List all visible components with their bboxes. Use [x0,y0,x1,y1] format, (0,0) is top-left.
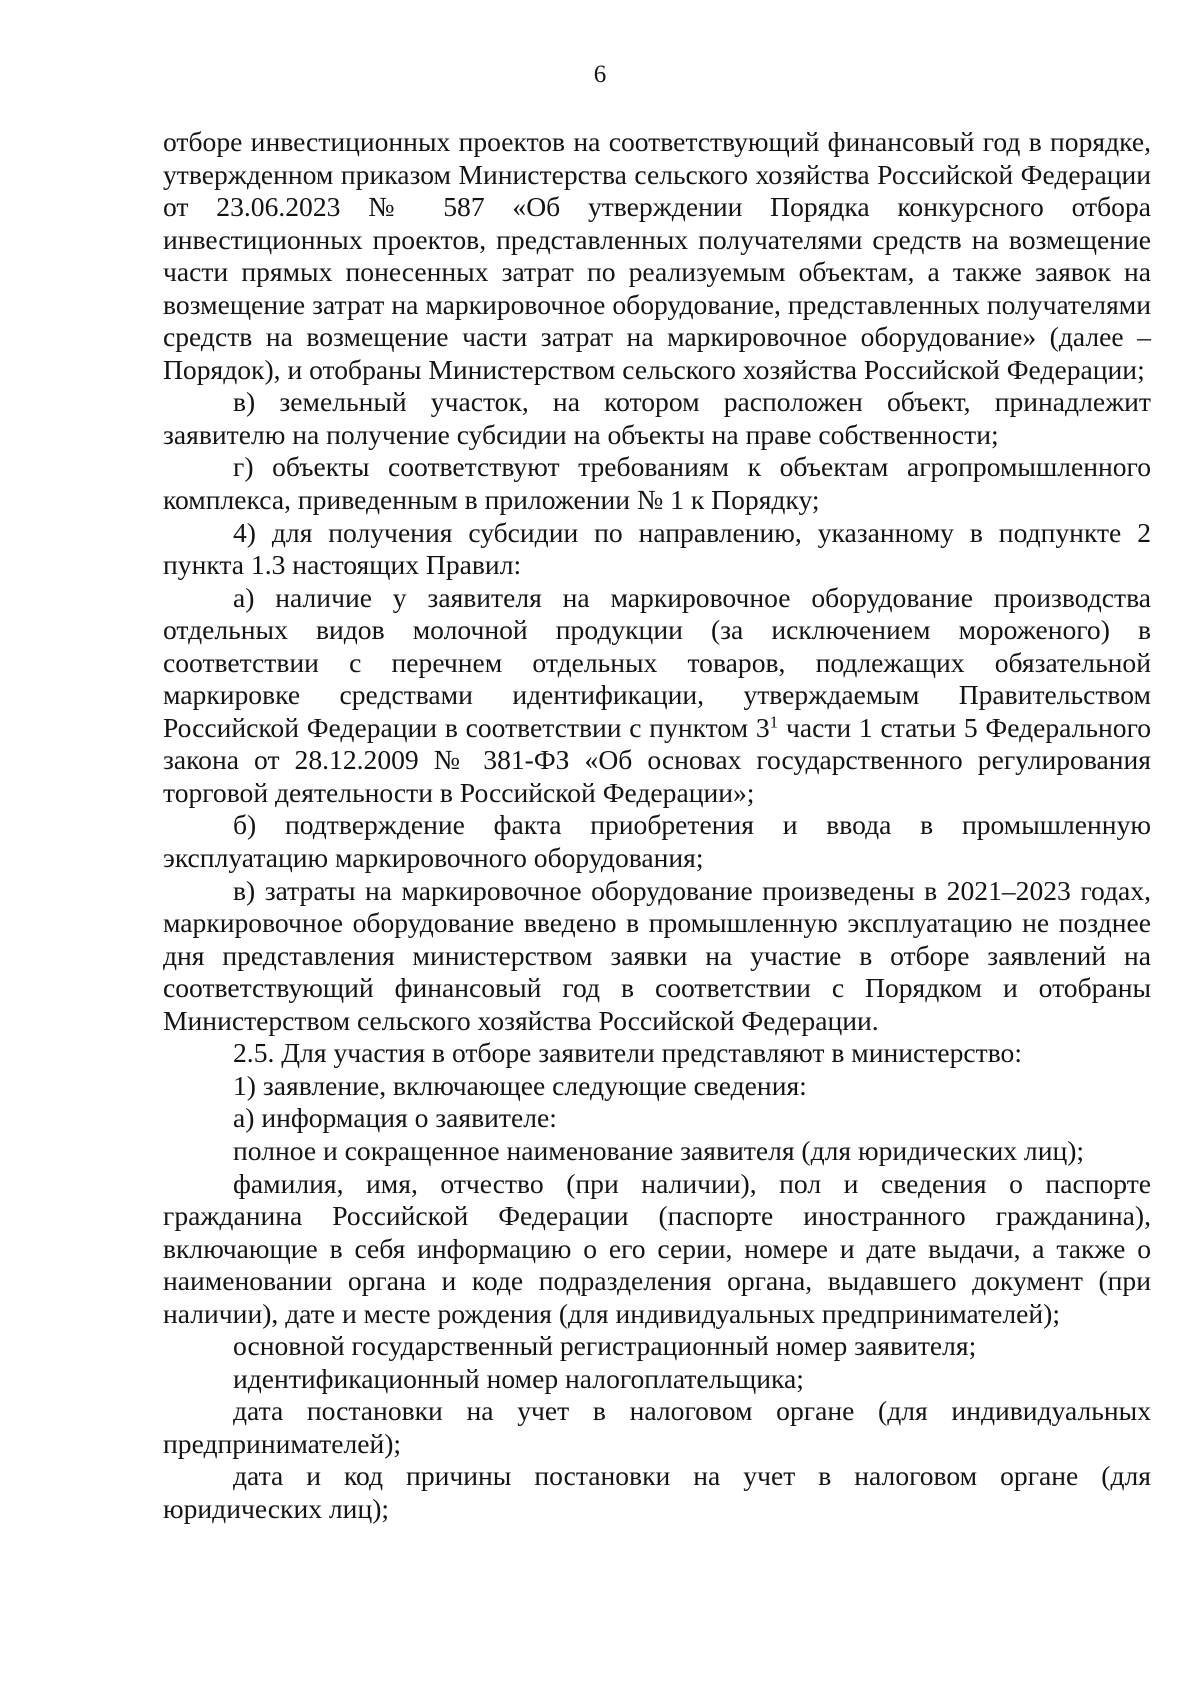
paragraph-item-v-land: в) земельный участок, на котором расположен объект, принадлежит заявителю на получение субсидии на объекты на праве собственности; [163,386,1151,450]
paragraph-item-4: 4) для получения субсидии по направлению, указанному в подпункте 2 пункта 1.3 настоящих Правил: [163,516,1151,581]
paragraph-item-g-objects: г) объекты соответствуют требованиям к объектам агропромышленного комплекса, приведенным в приложении № 1 к Порядку; [163,451,1151,516]
paragraph-tax-registration-legal: дата и код причины постановки на учет в налоговом органе (для юридических лиц); [163,1460,1151,1524]
paragraph-item-1-application: 1) заявление, включающее следующие сведения: [233,1069,807,1101]
paragraph-item-a-marking [163,582,1151,810]
paragraph-2-5: 2.5. Для участия в отборе заявители представляют в министерство: [233,1037,1022,1069]
paragraph-item-a-applicant-info: а) информация о заявителе: [233,1102,557,1134]
paragraph-inn: идентификационный номер налогоплательщика; [233,1362,804,1394]
document-body [163,126,1151,1526]
paragraph-item-a-text-after: части 1 статьи 5 Федерального закона от 28.12.2009 № 381-ФЗ «Об основах государственного регулирования торговой деятельности в Российской Федерации»; [163,711,1151,808]
paragraph-item-b-confirmation: б) подтверждение факта приобретения и ввода в промышленную эксплуатацию маркировочного оборудования; [163,809,1151,874]
paragraph-item-a-text-before: а) наличие у заявителя на маркировочное оборудование производства отдельных видов молочной продукции (за исключением мороженого) в соответствии с перечнем отдельных товаров, подлежащих обязательной маркировке средствами идентификации, утверждаемым Правительством Российской Федерации в соответствии с пунктом 3 [163,581,1151,743]
paragraph-item-v-costs: в) затраты на маркировочное оборудование произведены в 2021–2023 годах, маркировочное оборудование введено в промышленную эксплуатацию не позднее дня представления министерством заявки на участие в отборе заявлений на соответствующий финансовый год в соответствии с Порядком и отобраны Министерством сельского хозяйства Российской Федерации. [163,874,1151,1036]
page-number: 6 [593,61,607,88]
paragraph-ogrn: основной государственный регистрационный номер заявителя; [233,1330,977,1362]
superscript-mark: 1 [769,712,779,732]
paragraph-tax-registration-ip: дата постановки на учет в налоговом органе (для индивидуальных предпринимателей); [163,1395,1151,1459]
paragraph-continuation: отборе инвестиционных проектов на соответствующий финансовый год в порядке, утвержденном приказом Министерства сельского хозяйства Российской Федерации от 23.06.2023 № 587 «Об утверждении Порядка конкурсного отбора инвестиционных проектов, представленных получателями средств на возмещение части прямых понесенных затрат по реализуемым объектам, а также заявок на возмещение затрат на маркировочное оборудование, представленных получателями средств на возмещение части затрат на маркировочное оборудование» (далее – Порядок), и отобраны Министерством сельского хозяйства Российской Федерации; [163,126,1151,385]
paragraph-personal-data: фамилия, имя, отчество (при наличии), пол и сведения о паспорте гражданина Российской Федерации (паспорте иностранного гражданина), включающие в себя информацию о его серии, номере и дате выдачи, а также о наименовании органа и коде подразделения органа, выдавшего документ (при наличии), дате и месте рождения (для индивидуальных предпринимателей); [163,1167,1151,1329]
paragraph-full-name: полное и сокращенное наименование заявителя (для юридических лиц); [233,1134,1085,1166]
